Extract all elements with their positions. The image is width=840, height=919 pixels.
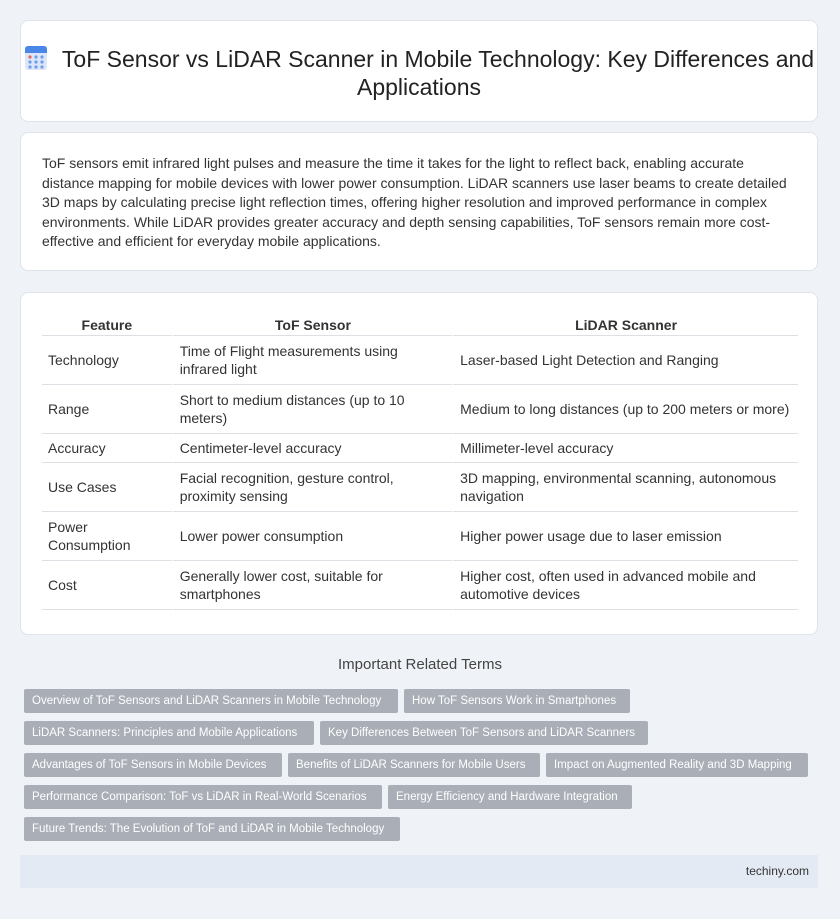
related-tag[interactable]: LiDAR Scanners: Principles and Mobile Applications xyxy=(24,721,314,745)
intro-card xyxy=(20,132,818,271)
cell-lidar: Higher cost, often used in advanced mobile and automotive devices xyxy=(452,561,798,610)
related-tag[interactable]: Energy Efficiency and Hardware Integration xyxy=(388,785,632,809)
header-feature: Feature xyxy=(42,313,172,336)
cell-tof: Lower power consumption xyxy=(172,512,452,561)
cell-lidar: Laser-based Light Detection and Ranging xyxy=(452,336,798,385)
cell-tof: Facial recognition, gesture control, proximity sensing xyxy=(172,463,452,512)
title-card xyxy=(20,20,818,122)
intro-paragraph: ToF sensors emit infrared light pulses and measure the time it takes for the light to reflect back, enabling accurate distance mapping for mobile devices with lower power consumption. LiDAR scanners use laser beams to create detailed 3D maps by calculating precise light reflection times, offering higher resolution and improved performance in complex environments. While LiDAR provides greater accuracy and depth sensing capabilities, ToF sensors remain more cost-effective and efficient for everyday mobile applications. xyxy=(42,155,787,249)
header-tof: ToF Sensor xyxy=(172,313,452,336)
calculator-icon xyxy=(24,45,48,71)
cell-lidar: Millimeter-level accuracy xyxy=(452,434,798,463)
comparison-card xyxy=(20,292,818,635)
table-row xyxy=(42,336,798,385)
page-title-text: ToF Sensor vs LiDAR Scanner in Mobile Technology: Key Differences and Applications xyxy=(61,46,815,100)
cell-feature: Range xyxy=(42,385,172,434)
cell-lidar: Medium to long distances (up to 200 meters or more) xyxy=(452,385,798,434)
cell-feature: Technology xyxy=(42,336,172,385)
related-terms-title: Important Related Terms xyxy=(338,656,502,673)
related-tag[interactable]: Impact on Augmented Reality and 3D Mapping xyxy=(546,753,808,777)
header-lidar: LiDAR Scanner xyxy=(452,313,798,336)
cell-feature: Accuracy xyxy=(42,434,172,463)
table-row xyxy=(42,561,798,610)
footer xyxy=(20,855,818,888)
related-tag[interactable]: How ToF Sensors Work in Smartphones xyxy=(404,689,630,713)
cell-tof: Centimeter-level accuracy xyxy=(172,434,452,463)
table-row xyxy=(42,512,798,561)
related-tag[interactable]: Key Differences Between ToF Sensors and LiDAR Scanners xyxy=(320,721,648,745)
related-tag[interactable]: Performance Comparison: ToF vs LiDAR in Real-World Scenarios xyxy=(24,785,382,809)
footer-brand[interactable]: techiny.com xyxy=(745,864,809,878)
comparison-table xyxy=(42,313,798,610)
table-header-row xyxy=(42,313,798,336)
cell-feature: Use Cases xyxy=(42,463,172,512)
cell-tof: Short to medium distances (up to 10 meters) xyxy=(172,385,452,434)
related-tag[interactable]: Overview of ToF Sensors and LiDAR Scanners in Mobile Technology xyxy=(24,689,398,713)
cell-lidar: 3D mapping, environmental scanning, autonomous navigation xyxy=(452,463,798,512)
related-tag[interactable]: Benefits of LiDAR Scanners for Mobile Users xyxy=(288,753,540,777)
table-row xyxy=(42,463,798,512)
cell-feature: Cost xyxy=(42,561,172,610)
cell-feature: Power Consumption xyxy=(42,512,172,561)
table-row xyxy=(42,385,798,434)
table-row xyxy=(42,434,798,463)
page-title xyxy=(21,45,817,101)
related-tag[interactable]: Advantages of ToF Sensors in Mobile Devices xyxy=(24,753,282,777)
cell-tof: Generally lower cost, suitable for smartphones xyxy=(172,561,452,610)
related-tag[interactable]: Future Trends: The Evolution of ToF and LiDAR in Mobile Technology xyxy=(24,817,400,841)
cell-lidar: Higher power usage due to laser emission xyxy=(452,512,798,561)
cell-tof: Time of Flight measurements using infrared light xyxy=(172,336,452,385)
